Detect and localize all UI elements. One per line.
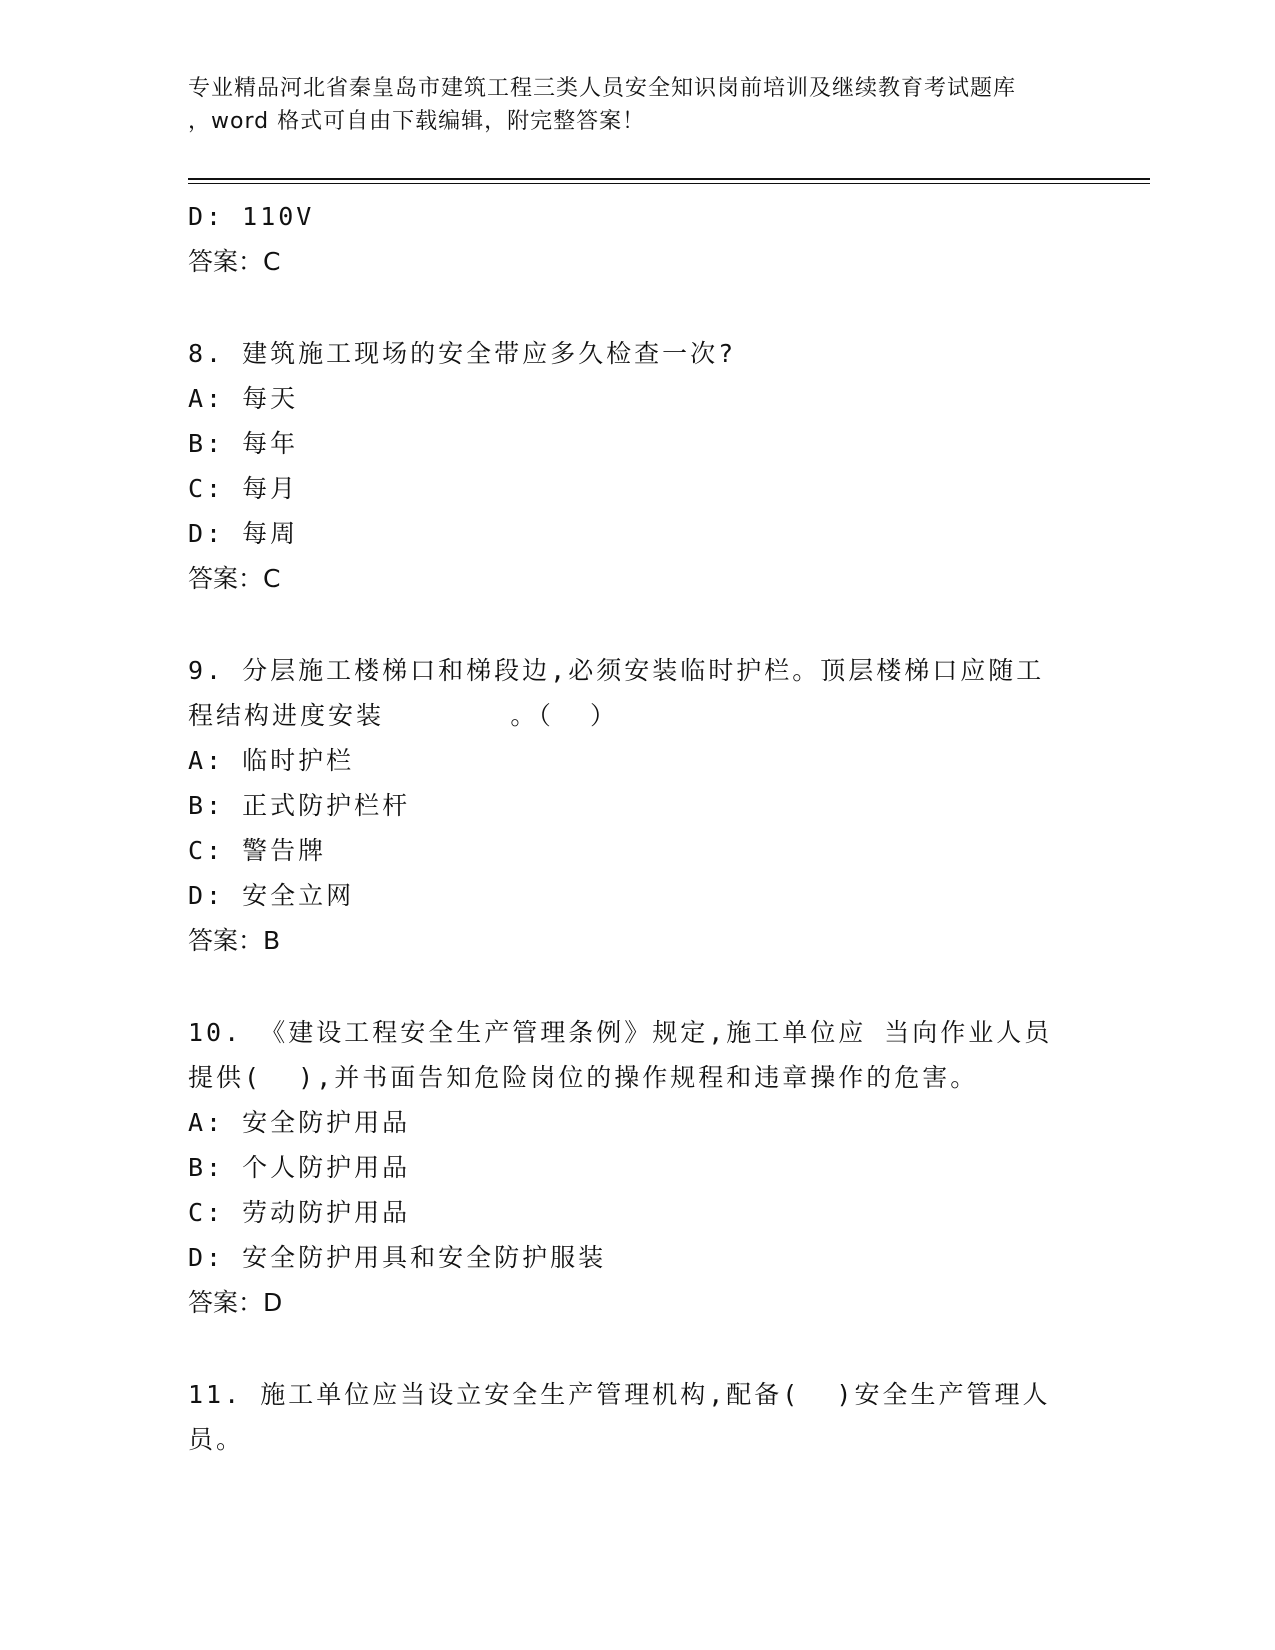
option-d: D: 安全防护用具和安全防护服装 [188,1243,607,1272]
question-10 [188,1010,1068,1325]
option-d: D: 每周 [188,519,299,548]
question-gap [188,963,1068,1010]
option-d: D: 110V [188,202,315,231]
question-gap [188,601,1068,648]
option-a: A: 每天 [188,384,299,413]
question-gap [188,1325,1068,1372]
header-title-line-2: ，word 格式可自由下载编辑，附完整答案！ [188,109,646,134]
header-double-rule [188,178,1150,184]
question-text: 10. 《建设工程安全生产管理条例》规定,施工单位应 当向作业人员 [188,1018,1053,1047]
answer-line: 答案：B [188,926,281,955]
answer-line: 答案：D [188,1288,283,1317]
answer-line: 答案：C [188,564,281,593]
answer-line: 答案：C [188,247,281,276]
option-a: A: 临时护栏 [188,746,355,775]
question-text: 提供( ),并书面告知危险岗位的操作规程和违章操作的危害。 [188,1063,979,1092]
question-text: 9. 分层施工楼梯口和梯段边,必须安装临时护栏。顶层楼梯口应随工 [188,656,1045,685]
option-c: C: 劳动防护用品 [188,1198,411,1227]
question-text: 8. 建筑施工现场的安全带应多久检查一次? [188,339,737,368]
option-d: D: 安全立网 [188,881,355,910]
question-text: 11. 施工单位应当设立安全生产管理机构,配备( )安全生产管理人 [188,1380,1051,1409]
option-c: C: 每月 [188,474,299,503]
option-b: B: 正式防护栏杆 [188,791,411,820]
header-title-line-1: 专业精品河北省秦皇岛市建筑工程三类人员安全知识岗前培训及继续教育考试题库 [188,76,1017,101]
question-fragment [188,194,1068,284]
option-b: B: 每年 [188,429,299,458]
question-11 [188,1372,1068,1462]
option-c: C: 警告牌 [188,836,327,865]
question-content [188,194,1068,1462]
question-gap [188,284,1068,331]
question-text: 程结构进度安装 。（ ） [188,701,618,730]
question-text: 员。 [188,1425,245,1454]
question-8 [188,331,1068,601]
option-a: A: 安全防护用品 [188,1108,411,1137]
option-b: B: 个人防护用品 [188,1153,411,1182]
document-header [188,72,1088,138]
question-9 [188,648,1068,963]
